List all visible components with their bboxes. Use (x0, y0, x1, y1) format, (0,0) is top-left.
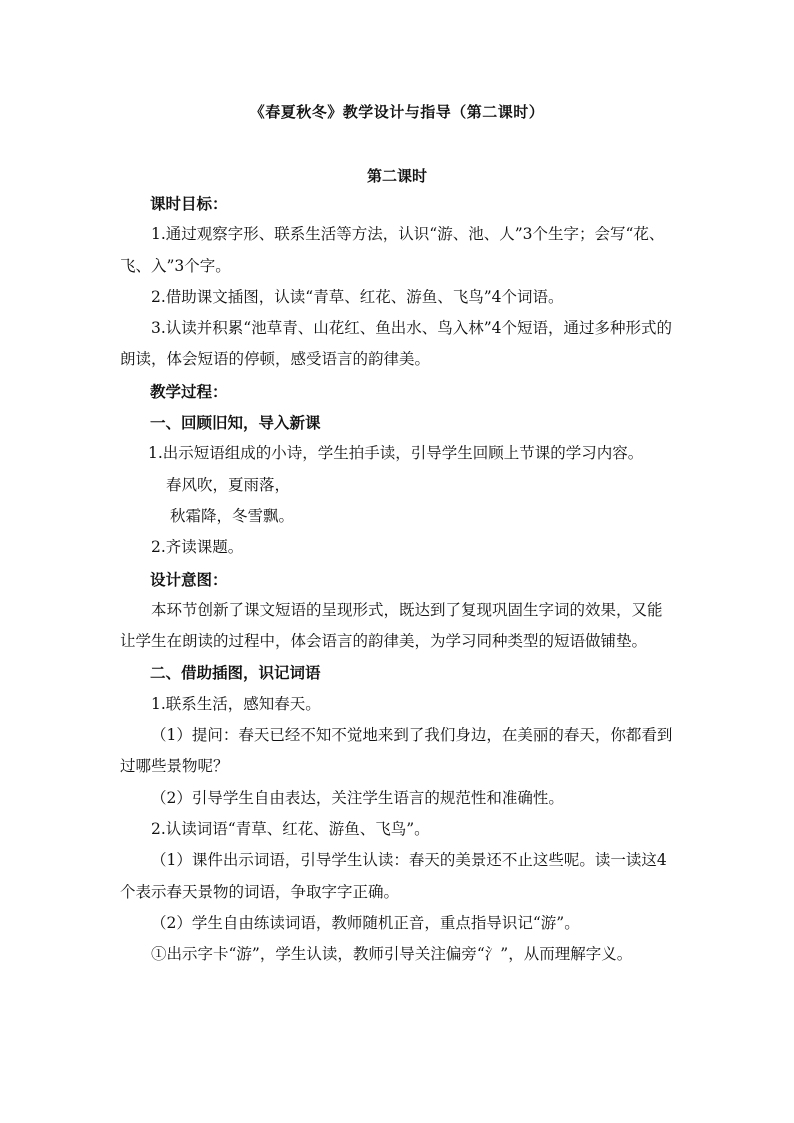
step-free-reading: （2）学生自由练读词语，教师随机正音，重点指导识记“游”。 (151, 913, 580, 932)
document-title: 《春夏秋冬》教学设计与指导（第二课时） (249, 103, 545, 121)
poem-line-1: 春风吹，夏雨落， (166, 475, 291, 494)
section-heading-objectives: 课时目标： (150, 194, 228, 213)
step-connect-life: 1.联系生活，感知春天。 (151, 694, 321, 713)
review-step-2: 2.齐读课题。 (151, 538, 244, 557)
poem-line-2: 秋霜降，冬雪飘。 (170, 506, 295, 525)
lesson-subtitle: 第二课时 (366, 167, 427, 185)
section-heading-illustration: 二、借助插图，识记词语 (150, 663, 321, 683)
section-heading-review: 一、回顾旧知，导入新课 (150, 413, 321, 433)
document-body (120, 188, 676, 970)
section-heading-design-intent: 设计意图： (150, 569, 228, 589)
step-read-words: 2.认读词语“青草、红花、游鱼、飞鸟”。 (151, 819, 430, 838)
objective-1: 1.通过观察字形、联系生活等方法，认识“游、池、人”3个生字；会写“花、飞、入”3个字。 (120, 225, 665, 275)
step-guide-expression: （2）引导学生自由表达，关注学生语言的规范性和准确性。 (151, 788, 564, 807)
design-intent-text: 本环节创新了课文短语的呈现形式，既达到了复现巩固生字词的效果，又能让学生在朗读的过程中，体会语言的韵律美，为学习同种类型的短语做铺垫。 (120, 600, 663, 651)
objective-2: 2.借助课文插图，认读“青草、红花、游鱼、飞鸟”4个词语。 (151, 287, 564, 306)
review-step-1: 1.出示短语组成的小诗，学生拍手读，引导学生回顾上节课的学习内容。 (148, 444, 644, 463)
step-question: （1）提问：春天已经不知不觉地来到了我们身边，在美丽的春天，你都看到过哪些景物呢？ (120, 726, 673, 776)
objective-3: 3.认读并积累“池草青、山花红、鱼出水、鸟入林”4个短语，通过多种形式的朗读，体会短语的停顿，感受语言的韵律美。 (120, 319, 673, 369)
step-character-card: ①出示字卡“游”，学生认读，教师引导关注偏旁“氵”，从而理解字义。 (151, 945, 633, 964)
step-courseware-words: （1）课件出示词语，引导学生认读：春天的美景还不止这些呢。读一读这4个表示春天景物的词语，争取字字正确。 (120, 851, 667, 901)
section-heading-process: 教学过程： (150, 381, 228, 401)
